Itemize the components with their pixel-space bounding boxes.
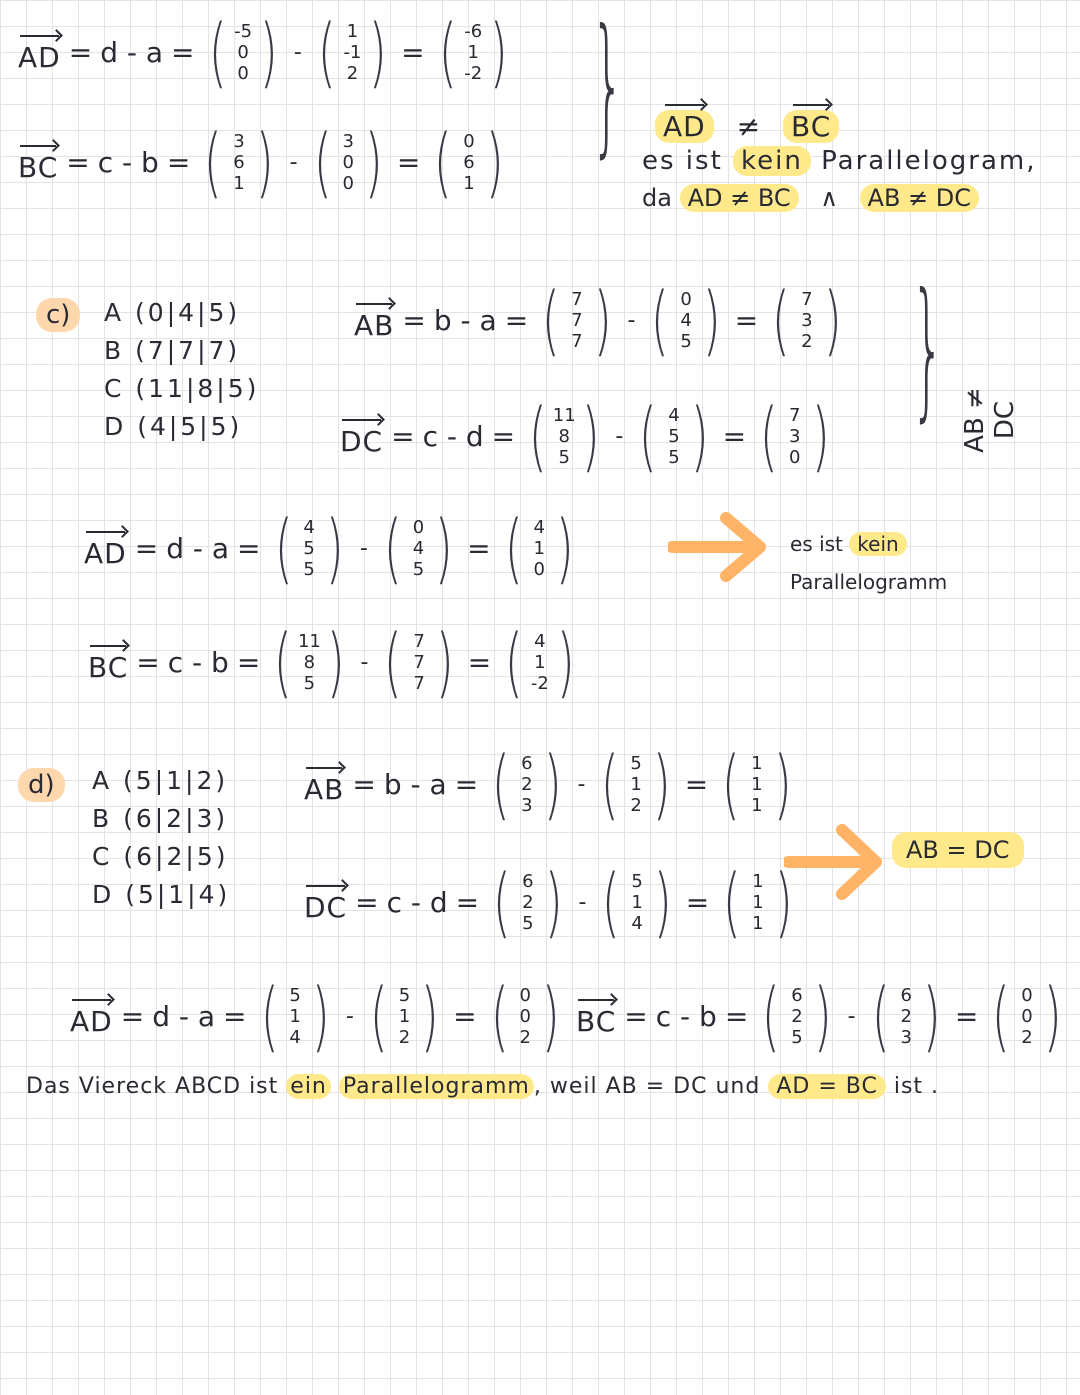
parenthesis: ( bbox=[722, 739, 740, 828]
parenthesis: ( bbox=[760, 391, 778, 480]
vector-component: 7 bbox=[413, 672, 425, 694]
parenthesis: ( bbox=[504, 503, 523, 592]
highlight-ein: ein bbox=[286, 1074, 331, 1099]
column-vector bbox=[486, 739, 567, 828]
vector-component: -1 bbox=[343, 41, 362, 63]
vector-component: 0 bbox=[680, 288, 692, 310]
vector-components bbox=[626, 871, 648, 934]
column-vector bbox=[364, 971, 445, 1060]
vector-component: 4 bbox=[412, 537, 425, 559]
vector-component: 1 bbox=[752, 870, 764, 892]
vector-component: 5 bbox=[668, 425, 680, 447]
column-vector bbox=[378, 617, 459, 706]
column-vector bbox=[523, 391, 605, 480]
parenthesis: ( bbox=[434, 117, 453, 206]
vector-component: 0 bbox=[463, 130, 475, 152]
vector-bc: BC bbox=[791, 100, 831, 143]
parenthesis: ( bbox=[438, 7, 457, 96]
parenthesis: ( bbox=[492, 739, 510, 828]
vector-components bbox=[232, 21, 254, 84]
c-dc-equation: DC = c - d = ( 11 8 5 ) - ( 4 5 5 ) = ( 7 3 0 ) bbox=[340, 398, 835, 474]
parenthesis: ) bbox=[773, 739, 792, 828]
label-d: d) bbox=[18, 768, 65, 802]
parenthesis: ( bbox=[260, 971, 279, 1060]
arrow-right-icon bbox=[668, 512, 768, 582]
column-vector bbox=[487, 857, 568, 946]
point-a: A (5|1|2) bbox=[92, 766, 229, 795]
vector-component: 1 bbox=[346, 20, 359, 42]
vector-bc: BC bbox=[18, 141, 58, 184]
parenthesis: ) bbox=[435, 503, 454, 592]
vector-component: 1 bbox=[752, 891, 764, 913]
vector-component: 0 bbox=[1021, 984, 1033, 1006]
vector-component: 1 bbox=[289, 1005, 301, 1027]
vector-component: 3 bbox=[900, 1026, 912, 1048]
vector-component: 2 bbox=[630, 794, 642, 816]
column-vector bbox=[536, 275, 617, 364]
vector-component: 7 bbox=[571, 309, 583, 331]
vector-components bbox=[284, 985, 306, 1048]
vector-components bbox=[393, 985, 415, 1048]
vector-component: 6 bbox=[791, 984, 803, 1006]
vector-component: 5 bbox=[522, 912, 534, 934]
parenthesis: ) bbox=[653, 739, 671, 828]
column-vector bbox=[269, 503, 350, 592]
parenthesis: ) bbox=[365, 117, 383, 206]
parenthesis: ( bbox=[384, 617, 403, 706]
result-vector bbox=[499, 503, 580, 592]
column-vector bbox=[255, 971, 336, 1060]
vector-component: 5 bbox=[668, 446, 680, 468]
parenthesis: ) bbox=[653, 857, 672, 946]
vector-component: -2 bbox=[530, 672, 549, 694]
parenthesis: ) bbox=[703, 275, 721, 364]
parenthesis: ( bbox=[313, 117, 332, 206]
vector-component: 1 bbox=[233, 172, 245, 194]
vector-component: 2 bbox=[346, 62, 359, 84]
vector-component: 0 bbox=[342, 172, 354, 194]
highlight-ab-ne-dc: AB ≠ DC bbox=[860, 184, 980, 212]
point-b: B (7|7|7) bbox=[104, 336, 241, 365]
point-a: A (0|4|5) bbox=[104, 298, 241, 327]
vector-component: 7 bbox=[413, 651, 425, 673]
vector-component: 3 bbox=[233, 130, 245, 152]
vector-component: 1 bbox=[630, 773, 642, 795]
parenthesis: ) bbox=[543, 739, 562, 828]
vector-component: 11 bbox=[552, 404, 576, 426]
vector-component: 7 bbox=[571, 288, 583, 310]
vector-ab: AB bbox=[304, 763, 344, 806]
ab-equals-dc: AB = DC bbox=[605, 1074, 708, 1099]
vector-components bbox=[514, 985, 536, 1048]
b-conclusion-line2: da AD ≠ BC ∧ AB ≠ DC bbox=[642, 184, 979, 212]
parenthesis: ) bbox=[811, 391, 830, 480]
parenthesis: ( bbox=[762, 971, 781, 1060]
c-ab-equation: AB = b - a = ( 7 7 7 ) - ( 0 4 5 ) = ( 7 3 2 ) bbox=[354, 282, 848, 358]
minus-sign: - bbox=[289, 149, 298, 175]
vector-component: 0 bbox=[237, 62, 249, 84]
vector-component: 4 bbox=[631, 912, 643, 934]
vector-ad: AD bbox=[70, 995, 113, 1038]
parenthesis: ) bbox=[490, 7, 508, 96]
b-inequality bbox=[655, 100, 839, 143]
parenthesis: ( bbox=[204, 117, 223, 206]
parenthesis: ( bbox=[542, 275, 560, 364]
parenthesis: ( bbox=[383, 503, 402, 592]
vector-component: 1 bbox=[751, 794, 763, 816]
d-bc-equation: BC = c - b = ( 6 2 5 ) - ( 6 2 3 ) = ( 0 0 2 ) bbox=[576, 978, 1068, 1054]
vector-component: 6 bbox=[522, 870, 534, 892]
vector-component: 5 bbox=[303, 537, 315, 559]
d-ad-equation: AD = d - a = ( 5 1 4 ) - ( 5 1 2 ) = ( 0 0 2 ) bbox=[70, 978, 566, 1054]
vector-component: 0 bbox=[237, 41, 249, 63]
c-bc-equation: BC = c - b = ( 11 8 5 ) - ( 7 7 7 ) = ( 4 1 -2 ) bbox=[88, 624, 581, 700]
vector-component: 0 bbox=[533, 558, 545, 580]
vector-component: 4 bbox=[668, 404, 680, 426]
vector-component: 6 bbox=[463, 151, 475, 173]
c-conclusion: es ist kein bbox=[790, 532, 907, 556]
vector-components bbox=[298, 631, 321, 694]
result-vector bbox=[766, 275, 847, 364]
vector-component: 1 bbox=[463, 172, 475, 194]
vector-component: 3 bbox=[342, 130, 354, 152]
vector-components bbox=[895, 985, 917, 1048]
vector-component: 1 bbox=[631, 891, 643, 913]
point-d: D (4|5|5) bbox=[104, 412, 243, 441]
parenthesis: ( bbox=[274, 503, 293, 592]
vector-components bbox=[786, 985, 808, 1048]
column-vector bbox=[756, 971, 837, 1060]
vector-difference: c - b bbox=[97, 145, 159, 179]
vector-component: 2 bbox=[1021, 1026, 1033, 1048]
parenthesis: ) bbox=[421, 971, 440, 1060]
vector-ad: AD bbox=[18, 31, 61, 74]
c-conclusion-word: Parallelogramm bbox=[790, 570, 948, 594]
minus-sign: - bbox=[293, 39, 302, 65]
parenthesis: ) bbox=[436, 617, 454, 706]
vector-component: 0 bbox=[519, 984, 531, 1006]
vector-components bbox=[408, 631, 430, 694]
parenthesis: ( bbox=[651, 275, 670, 364]
vector-component: 7 bbox=[571, 330, 583, 352]
equals-sign: = bbox=[171, 35, 195, 69]
vector-components bbox=[529, 631, 551, 694]
vector-component: 1 bbox=[533, 537, 545, 559]
vector-component: -2 bbox=[464, 62, 483, 84]
highlight-parallelogramm: Parallelogramm bbox=[339, 1074, 534, 1099]
vector-bc: BC bbox=[576, 995, 616, 1038]
vector-components bbox=[228, 131, 250, 194]
vector-component: 0 bbox=[342, 151, 354, 173]
vector-components bbox=[553, 405, 576, 468]
highlight-ad-ne-bc: AD ≠ BC bbox=[680, 184, 799, 212]
vector-component: 0 bbox=[1021, 1005, 1033, 1027]
parenthesis: ( bbox=[274, 617, 293, 706]
vector-dc: DC bbox=[340, 415, 383, 458]
vector-component: 4 bbox=[534, 630, 546, 652]
vector-component: 8 bbox=[558, 425, 570, 447]
right-brace: } bbox=[911, 262, 945, 436]
vector-component: -6 bbox=[464, 20, 483, 42]
highlight-kein: kein bbox=[733, 146, 811, 176]
vector-component: 1 bbox=[467, 41, 479, 63]
result-vector bbox=[428, 117, 509, 206]
vector-component: 4 bbox=[303, 516, 315, 538]
vector-components bbox=[747, 871, 769, 934]
column-vector bbox=[633, 391, 714, 480]
parenthesis: ( bbox=[772, 275, 790, 364]
vector-component: 2 bbox=[398, 1026, 411, 1048]
vector-components bbox=[458, 131, 480, 194]
parenthesis: ) bbox=[326, 617, 345, 706]
parenthesis: ) bbox=[593, 275, 612, 364]
parenthesis: ) bbox=[690, 391, 709, 480]
result-vector bbox=[716, 739, 797, 828]
vector-component: 8 bbox=[303, 651, 316, 673]
vector-difference: d - a bbox=[100, 35, 164, 69]
vector-dc: DC bbox=[304, 881, 347, 924]
parenthesis: ) bbox=[542, 971, 560, 1060]
vector-component: 5 bbox=[303, 558, 315, 580]
vector-component: 11 bbox=[297, 630, 321, 652]
parenthesis: ) bbox=[312, 971, 330, 1060]
column-vector bbox=[203, 7, 284, 96]
label-c: c) bbox=[36, 298, 80, 332]
equals-sign: = bbox=[166, 145, 191, 179]
vector-component: 4 bbox=[680, 309, 692, 331]
vector-components bbox=[784, 405, 806, 468]
parenthesis: ) bbox=[255, 117, 274, 206]
vector-component: 1 bbox=[751, 752, 763, 774]
result-vector bbox=[433, 7, 514, 96]
vector-components bbox=[341, 21, 363, 84]
vector-component: 6 bbox=[521, 752, 533, 774]
vector-components bbox=[663, 405, 685, 468]
column-vector bbox=[198, 117, 279, 206]
parenthesis: ( bbox=[602, 857, 621, 946]
vector-component: 4 bbox=[289, 1026, 301, 1048]
parenthesis: ( bbox=[493, 857, 511, 946]
parenthesis: ( bbox=[490, 971, 509, 1060]
vector-component: 5 bbox=[412, 558, 425, 580]
vector-components bbox=[407, 517, 429, 580]
vector-component: 5 bbox=[398, 984, 411, 1006]
point-d: D (5|1|4) bbox=[92, 880, 231, 909]
vector-component: 2 bbox=[801, 330, 813, 352]
vector-component: 0 bbox=[412, 516, 425, 538]
d-result bbox=[892, 836, 1024, 864]
vector-components bbox=[625, 753, 647, 816]
parenthesis: ) bbox=[260, 7, 278, 96]
point-c: C (6|2|5) bbox=[92, 842, 229, 871]
arrow-right-icon bbox=[784, 824, 884, 900]
parenthesis: ) bbox=[369, 7, 388, 96]
vector-components bbox=[517, 871, 539, 934]
vector-component: 1 bbox=[751, 773, 763, 795]
parenthesis: ) bbox=[923, 971, 941, 1060]
vector-component: -5 bbox=[234, 20, 253, 42]
parenthesis: ) bbox=[556, 617, 575, 706]
parenthesis: ( bbox=[208, 7, 227, 96]
vector-component: 5 bbox=[631, 870, 643, 892]
vector-components bbox=[746, 753, 768, 816]
d-ab-equation: AB = b - a = ( 6 2 3 ) - ( 5 1 2 ) = ( 1 1 1 ) bbox=[304, 746, 798, 822]
parenthesis: ) bbox=[813, 971, 832, 1060]
vector-component: 0 bbox=[519, 1005, 531, 1027]
parenthesis: ) bbox=[1043, 971, 1062, 1060]
column-vector bbox=[595, 739, 676, 828]
parenthesis: ) bbox=[556, 503, 574, 592]
column-vector bbox=[378, 503, 459, 592]
parenthesis: ( bbox=[505, 617, 523, 706]
not-equal-sign: ≠ bbox=[736, 110, 761, 143]
column-vector bbox=[866, 971, 947, 1060]
vector-component: 0 bbox=[789, 446, 801, 468]
vector-component: 5 bbox=[558, 446, 570, 468]
vector-component: 5 bbox=[303, 672, 316, 694]
vector-component: 5 bbox=[630, 752, 642, 774]
vector-component: 2 bbox=[521, 773, 533, 795]
vector-component: 7 bbox=[789, 404, 801, 426]
highlight-kein: kein bbox=[849, 532, 906, 556]
vector-component: 2 bbox=[519, 1026, 531, 1048]
parenthesis: ( bbox=[723, 857, 741, 946]
vector-component: 5 bbox=[289, 984, 301, 1006]
vector-component: 3 bbox=[789, 425, 801, 447]
highlight-ab-eq-dc: AB = DC bbox=[892, 832, 1024, 868]
vector-component: 5 bbox=[680, 330, 692, 352]
d-dc-equation: DC = c - d = ( 6 2 5 ) - ( 5 1 4 ) = ( 1 1 1 ) bbox=[304, 864, 799, 940]
vector-components bbox=[796, 289, 818, 352]
result-vector bbox=[499, 617, 580, 706]
point-c: C (11|8|5) bbox=[104, 374, 260, 403]
result-vector bbox=[986, 971, 1067, 1060]
parenthesis: ( bbox=[369, 971, 388, 1060]
parenthesis: ) bbox=[485, 117, 504, 206]
highlight-ad-eq-bc: AD = BC bbox=[768, 1074, 885, 1099]
vector-ad: AD bbox=[84, 527, 127, 570]
d-points bbox=[92, 762, 230, 914]
c-side-note: AB ≠ DC bbox=[960, 387, 1020, 453]
vector-components bbox=[675, 289, 697, 352]
right-brace: } bbox=[591, 0, 625, 172]
column-vector bbox=[645, 275, 726, 364]
vector-ad: AD bbox=[663, 100, 706, 143]
parenthesis: ( bbox=[639, 391, 658, 480]
vector-component: 6 bbox=[900, 984, 912, 1006]
parenthesis: ( bbox=[529, 391, 547, 480]
vector-bc: BC bbox=[88, 641, 128, 684]
vector-components bbox=[1016, 985, 1038, 1048]
point-b: B (6|2|3) bbox=[92, 804, 229, 833]
parenthesis: ( bbox=[601, 739, 620, 828]
column-vector bbox=[596, 857, 677, 946]
b-bc-equation: BC = c - b = ( 3 6 1 ) - ( 3 0 0 ) = ( 0 6 1 ) bbox=[18, 124, 510, 200]
vector-components bbox=[298, 517, 320, 580]
parenthesis: ) bbox=[581, 391, 600, 480]
vector-components bbox=[528, 517, 550, 580]
vector-component: 3 bbox=[521, 794, 533, 816]
parenthesis: ) bbox=[544, 857, 563, 946]
b-ad-equation: AD = d - a = ( -5 0 0 ) - ( 1 -1 2 ) = ( -6 1 -2 ) bbox=[18, 14, 514, 90]
vector-component: 7 bbox=[413, 630, 425, 652]
vector-component: 4 bbox=[533, 516, 545, 538]
b-conclusion-line1: es ist kein Parallelogram, bbox=[642, 146, 1037, 176]
vector-component: 1 bbox=[398, 1005, 411, 1027]
vector-component: 1 bbox=[534, 651, 546, 673]
result-vector bbox=[485, 971, 566, 1060]
vector-components bbox=[516, 753, 538, 816]
vector-components bbox=[566, 289, 588, 352]
vector-component: 6 bbox=[233, 151, 245, 173]
vector-components bbox=[337, 131, 359, 194]
vector-component: 5 bbox=[791, 1026, 803, 1048]
vector-component: 2 bbox=[900, 1005, 912, 1027]
column-vector bbox=[308, 117, 389, 206]
parenthesis: ) bbox=[326, 503, 344, 592]
c-points bbox=[104, 294, 259, 446]
parenthesis: ( bbox=[317, 7, 336, 96]
vector-component: 7 bbox=[801, 288, 813, 310]
parenthesis: ) bbox=[774, 857, 793, 946]
result-vector bbox=[754, 391, 835, 480]
parenthesis: ) bbox=[823, 275, 842, 364]
column-vector bbox=[268, 617, 350, 706]
vector-component: 2 bbox=[522, 891, 534, 913]
parenthesis: ( bbox=[992, 971, 1011, 1060]
column-vector bbox=[312, 7, 393, 96]
c-ad-equation: AD = d - a = ( 4 5 5 ) - ( 0 4 5 ) = ( 4 1 0 ) bbox=[84, 510, 580, 586]
vector-component: 1 bbox=[752, 912, 764, 934]
vector-component: 2 bbox=[791, 1005, 803, 1027]
vector-components bbox=[462, 21, 484, 84]
parenthesis: ( bbox=[871, 971, 890, 1060]
d-final-sentence: Das Viereck ABCD ist ein Parallelogramm , weil AB = DC und AD = BC ist . bbox=[26, 1074, 940, 1099]
vector-ab: AB bbox=[354, 299, 394, 342]
vector-component: 3 bbox=[801, 309, 813, 331]
